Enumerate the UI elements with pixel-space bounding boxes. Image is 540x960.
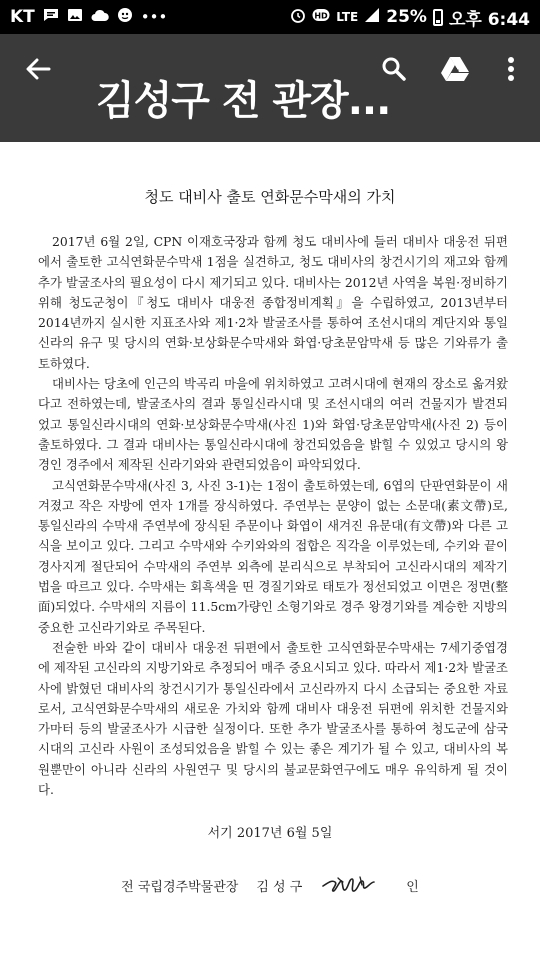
status-right <box>290 5 530 30</box>
article-body <box>38 232 508 800</box>
sms-icon <box>43 8 59 26</box>
status-time: 오후 6:44 <box>448 9 530 30</box>
drive-icon[interactable] <box>438 52 472 86</box>
more-dots: ••• <box>140 8 168 26</box>
paragraph: 고식연화문수막새(사진 3, 사진 3-1)는 1점이 출토하였는데, 6엽의 단판연화문이 새겨졌고 작은 자방에 연자 1개를 장식하였다. 주연부는 문양이 없는 소문대(素文帶)로, 통일신라의 수막새 주연부에 장식된 주문이나 화엽이 새겨진 유문대(有文帶)와 다른 고식을 보이고 있다. 그리고 수막새와 수키와와의 접합은 직각을 이루었는데, 수키와 끝이 경사지게 절단되어 수막새의 주연부 외측에 분리식으로 부착되어 고신라시대의 제작기법을 따르고 있다. 수막새는 회흑색을 띤 경질기와로 태토가 정선되었고 이면은 정면(整面)되었다. 수막새의 지름이 11.5cm가량인 소형기와로 경주 왕경기와를 계승한 지방의 중요한 고신라기와로 주목된다. <box>38 477 508 635</box>
search-icon[interactable] <box>377 52 411 86</box>
app-icon <box>117 7 133 27</box>
paragraph: 대비사는 당초에 인근의 박곡리 마을에 위치하였고 고려시대에 현재의 장소로 옮겨왔다고 전하였는데, 발굴조사의 결과 통일신라시대 및 조선시대의 여러 건물지가 발견되었고 통일신라시대의 연화·보상화문수막새(사진 1)와 화엽·당초문암막새(사진 2) 등이 출토하였다. 그 결과 대비사는 통일신라시대에 창건되었음을 밝힐 수 있었고 당시의 왕경인 경주에서 제작된 신라기와와 관련되었음이 파악되었다. <box>38 376 508 473</box>
cloud-icon <box>91 8 109 26</box>
alarm-icon <box>290 7 306 28</box>
back-arrow-icon[interactable] <box>20 54 56 84</box>
signal-icon <box>364 7 380 28</box>
carrier-label: KT <box>10 7 35 27</box>
battery-icon <box>433 9 443 26</box>
paragraph: 2017년 6월 2일, CPN 이재호국장과 함께 청도 대비사에 들러 대비사 대웅전 뒤편에서 출토한 고식연화문수막새 1점을 실견하고, 청도 대비사의 창건시기의 재고와 함께 추가 발굴조사의 필요성이 다시 제기되고 있다. 대비사는 2012년 사역을 복원·정비하기 위해 청도군청이『청도 대비사 대웅전 종합정비계획』을 수립하였고, 2013년부터 2014년까지 실시한 지표조사와 제1·2차 발굴조사를 통하여 조선시대의 계단지와 통일신라의 유구 및 당시의 연화·보상화문수막새와 화엽·당초문암막새 등 많은 기와류가 출토하였다. <box>38 234 508 371</box>
handwritten-signature <box>320 872 388 898</box>
image-icon <box>67 8 83 26</box>
hd-icon <box>312 7 330 27</box>
app-bar <box>0 34 540 142</box>
article-title: 청도 대비사 출토 연화문수막새의 가치 <box>144 188 396 206</box>
status-left <box>10 7 167 27</box>
author-affiliation: 전 국립경주박물관장 <box>121 879 239 895</box>
document-page <box>0 142 540 960</box>
seal-suffix: 인 <box>406 879 419 895</box>
signature-line <box>0 872 540 898</box>
overflow-menu-icon[interactable] <box>494 52 528 86</box>
paragraph: 전술한 바와 같이 대비사 대웅전 뒤편에서 출토한 고식연화문수막새는 7세기중엽경에 제작된 고신라의 지방기와로 추정되어 매주 중요시되고 있다. 따라서 제1·2차 발굴조사에 밝혔던 대비사의 창건시기가 통일신라에서 고신라까지 다시 소급되는 중요한 자료로서, 고식연화문수막새의 새로운 가치와 함께 대비사 대웅전 뒤편에 위치한 건물지와 가마터 등의 발굴조사가 시급한 실정이다. 또한 추가 발굴조사를 통하여 청도군에 삼국시대의 고신라 사원이 조성되었음을 밝힐 수 있는 좋은 계기가 될 수 있고, 대비사의 복원뿐만이 아니라 신라의 사원연구 및 당시의 불교문화연구에도 매우 유익하게 될 것이다. <box>38 639 508 798</box>
status-bar <box>0 0 540 34</box>
lte-label: LTE <box>336 10 359 24</box>
document-title: 김성구 전 관장... <box>96 78 391 124</box>
author-name: 김 성 구 <box>256 879 303 895</box>
battery-percent: 25% <box>386 7 427 27</box>
document-date: 서기 2017년 6월 5일 <box>207 826 333 841</box>
svg-text:HD: HD <box>314 11 328 21</box>
